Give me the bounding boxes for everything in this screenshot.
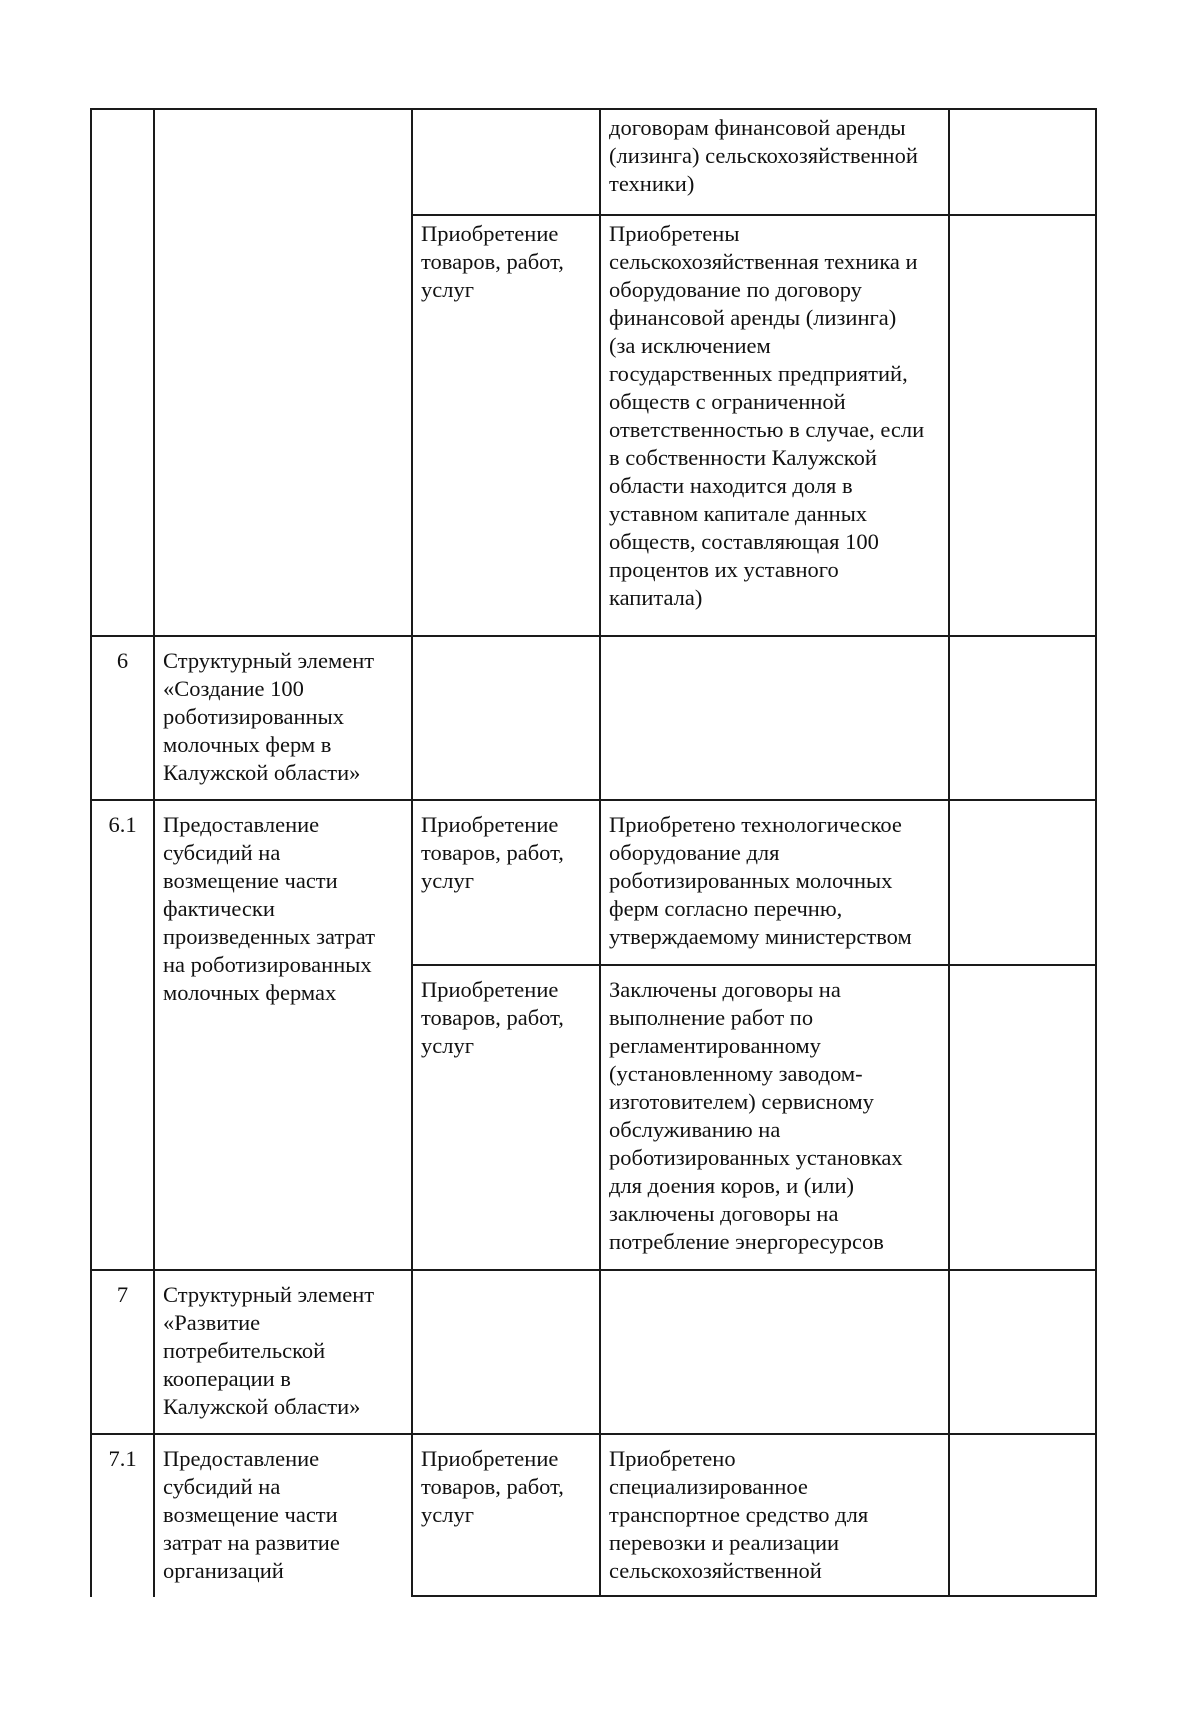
result-cell xyxy=(600,1434,949,1596)
result-cell xyxy=(600,965,949,1270)
type-cell xyxy=(412,109,600,215)
row-number: 7 xyxy=(116,1282,129,1307)
table-row xyxy=(91,109,1096,215)
result-text: Приобретены сельскохозяйственная техника и оборудование по договору финансовой аренды (лизинга) (за исключением государственных предприятий, обществ с ограниченной ответственностью в случае, если в собственности Калужской области находится доля в уставном капитале данных обществ, составляющая 100 процентов их уставного капитала) xyxy=(609,221,925,610)
table-row xyxy=(91,800,1096,965)
result-cell xyxy=(600,800,949,965)
name-text: Предоставление субсидий на возмещение части затрат на развитие организаций xyxy=(163,1446,340,1583)
extra-cell xyxy=(949,965,1096,1270)
result-cell xyxy=(600,215,949,636)
type-text: Приобретение товаров, работ, услуг xyxy=(421,221,564,302)
result-text: Приобретено технологическое оборудование для роботизированных молочных ферм согласно перечню, утверждаемому министерством xyxy=(609,812,912,949)
row-number: 6 xyxy=(116,648,129,673)
type-text: Приобретение товаров, работ, услуг xyxy=(421,977,564,1058)
result-text: Приобретено специализированное транспортное средство для перевозки и реализации сельскохозяйственной xyxy=(609,1446,869,1583)
extra-cell xyxy=(949,636,1096,800)
table-row xyxy=(91,636,1096,800)
type-cell xyxy=(412,1434,600,1596)
type-cell xyxy=(412,965,600,1270)
extra-cell xyxy=(949,800,1096,965)
activities-table xyxy=(90,108,1097,1597)
type-cell xyxy=(412,215,600,636)
result-cell xyxy=(600,1270,949,1434)
type-text: Приобретение товаров, работ, услуг xyxy=(421,812,564,893)
number-cell xyxy=(91,636,154,800)
name-cell xyxy=(154,1434,412,1596)
result-text: договорам финансовой аренды (лизинга) сельскохозяйственной техники) xyxy=(609,115,918,196)
type-cell xyxy=(412,1270,600,1434)
result-text: Заключены договоры на выполнение работ по регламентированному (установленному заводом- изготовителем) сервисному обслуживанию на роботизированных установках для доения коров, и (или) заключены договоры на потребление энергоресурсов xyxy=(609,977,903,1254)
number-cell xyxy=(91,800,154,1270)
number-cell xyxy=(91,109,154,636)
number-cell xyxy=(91,1270,154,1434)
row-number: 7.1 xyxy=(108,1446,137,1471)
name-cell xyxy=(154,636,412,800)
name-text: Структурный элемент «Создание 100 роботизированных молочных ферм в Калужской области» xyxy=(163,648,375,785)
extra-cell xyxy=(949,1434,1096,1596)
type-cell xyxy=(412,636,600,800)
number-cell xyxy=(91,1434,154,1596)
name-text: Структурный элемент «Развитие потребительской кооперации в Калужской области» xyxy=(163,1282,375,1419)
name-text: Предоставление субсидий на возмещение части фактически произведенных затрат на роботизированных молочных фермах xyxy=(163,812,376,1005)
extra-cell xyxy=(949,1270,1096,1434)
name-cell xyxy=(154,800,412,1270)
table-row xyxy=(91,1434,1096,1596)
type-cell xyxy=(412,800,600,965)
row-number: 6.1 xyxy=(108,812,137,837)
extra-cell xyxy=(949,109,1096,215)
name-cell xyxy=(154,1270,412,1434)
table-row xyxy=(91,1270,1096,1434)
type-text: Приобретение товаров, работ, услуг xyxy=(421,1446,564,1527)
result-cell xyxy=(600,109,949,215)
extra-cell xyxy=(949,215,1096,636)
name-cell xyxy=(154,109,412,636)
result-cell xyxy=(600,636,949,800)
